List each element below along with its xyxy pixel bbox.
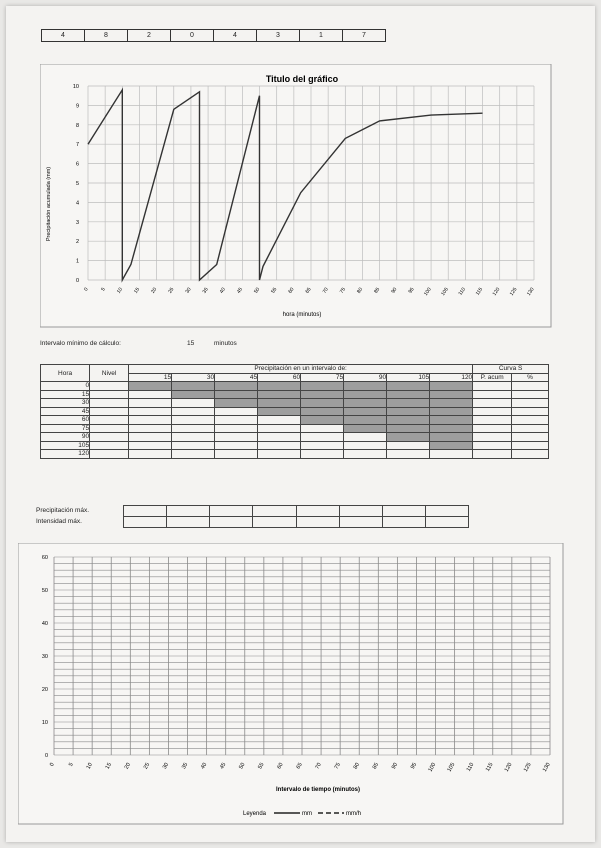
hora-cell: 0 [41, 382, 90, 391]
maxima-cell [425, 517, 468, 528]
interval-cell [129, 433, 172, 442]
interval-cell [258, 450, 301, 459]
header-interval: 105 [387, 373, 430, 382]
interval-cell [172, 424, 215, 433]
chart2-x-tick: 0 [49, 762, 56, 768]
nivel-cell [90, 441, 129, 450]
interval-cell [129, 441, 172, 450]
hora-cell: 15 [41, 390, 90, 399]
header-p-acum: P. acum [473, 373, 512, 382]
interval-cell [215, 416, 258, 425]
interval-cell [258, 416, 301, 425]
precipitation-table [40, 364, 549, 459]
chart2-x-tick: 130 [541, 762, 552, 773]
chart2-x-tick: 50 [238, 762, 247, 771]
header-interval: 90 [344, 373, 387, 382]
interval-cell [172, 433, 215, 442]
hora-cell: 105 [41, 441, 90, 450]
header-nivel: Nivel [90, 365, 129, 382]
shaded-cell [301, 390, 344, 399]
shaded-cell [129, 382, 172, 391]
maxima-cell [253, 506, 296, 517]
maxima-cell [296, 506, 339, 517]
chart2-y-tick: 20 [41, 687, 48, 693]
worksheet-page [6, 6, 595, 842]
top-box: 8 [84, 29, 128, 42]
max-precipitation-label: Precipitación máx. [36, 507, 90, 514]
chart2-x-tick: 90 [390, 762, 400, 771]
table-row [41, 407, 549, 416]
maxima-cell [167, 506, 210, 517]
interval-unit: minutos [214, 340, 237, 347]
interval-cell [344, 450, 387, 459]
table-row [41, 441, 549, 450]
header-hora: Hora [41, 365, 90, 382]
shaded-cell [344, 390, 387, 399]
nivel-cell [90, 424, 129, 433]
table-row [41, 450, 549, 459]
p-acum-cell [473, 424, 512, 433]
chart2-x-tick: 20 [123, 762, 133, 771]
chart2-x-tick: 105 [446, 762, 457, 773]
chart2-x-tick: 45 [219, 762, 228, 771]
chart1-x-tick: 55 [270, 286, 279, 295]
chart2-x-tick: 125 [522, 762, 533, 773]
shaded-cell [387, 416, 430, 425]
header-interval: 120 [430, 373, 473, 382]
chart1-y-tick: 9 [75, 103, 79, 110]
chart1-x-tick: 105 [440, 286, 450, 297]
chart2-x-tick: 75 [333, 762, 342, 771]
nivel-cell [90, 416, 129, 425]
shaded-cell [344, 424, 387, 433]
nivel-cell [90, 433, 129, 442]
chart1-y-tick: 6 [75, 161, 79, 168]
p-acum-cell [473, 433, 512, 442]
chart2-x-tick: 35 [181, 762, 190, 771]
legend-mmh-label: mm/h [346, 811, 361, 817]
shaded-cell [344, 407, 387, 416]
shaded-cell [344, 416, 387, 425]
chart1-x-tick: 40 [218, 286, 227, 295]
shaded-cell [258, 390, 301, 399]
shaded-cell [387, 399, 430, 408]
chart1-frame [40, 64, 551, 327]
header-percent: % [512, 373, 549, 382]
chart1-x-tick: 95 [407, 286, 416, 295]
shaded-cell [387, 382, 430, 391]
percent-cell [512, 382, 549, 391]
shaded-cell [215, 382, 258, 391]
interval-cell [215, 433, 258, 442]
chart2-x-tick: 55 [257, 762, 266, 771]
nivel-cell [90, 382, 129, 391]
chart1-x-tick: 85 [373, 286, 382, 295]
interval-cell [129, 399, 172, 408]
maxima-cell [339, 517, 382, 528]
shaded-cell [387, 390, 430, 399]
top-box: 7 [342, 29, 386, 42]
interval-cell [215, 450, 258, 459]
p-acum-cell [473, 407, 512, 416]
shaded-cell [430, 407, 473, 416]
chart1-y-tick: 2 [75, 239, 79, 246]
top-box: 0 [170, 29, 214, 42]
chart2-x-tick: 115 [484, 762, 495, 773]
p-acum-cell [473, 399, 512, 408]
shaded-cell [430, 433, 473, 442]
accumulated-precipitation-chart [40, 64, 552, 328]
shaded-cell [387, 424, 430, 433]
hora-cell: 90 [41, 433, 90, 442]
shaded-cell [172, 382, 215, 391]
interval-cell [258, 424, 301, 433]
chart1-x-tick: 15 [132, 286, 142, 295]
interval-cell [387, 450, 430, 459]
shaded-cell [387, 433, 430, 442]
percent-cell [512, 390, 549, 399]
interval-cell [215, 407, 258, 416]
percent-cell [512, 441, 549, 450]
shaded-cell [430, 441, 473, 450]
chart1-x-tick: 60 [287, 286, 296, 295]
header-interval: 15 [129, 373, 172, 382]
chart1-x-tick: 75 [338, 286, 347, 295]
percent-cell [512, 407, 549, 416]
chart2-x-tick: 60 [276, 762, 285, 771]
hora-cell: 60 [41, 416, 90, 425]
chart1-y-tick: 4 [75, 200, 79, 207]
chart1-x-tick: 25 [167, 286, 176, 295]
shaded-cell [430, 424, 473, 433]
table-row [41, 399, 549, 408]
table-row [41, 424, 549, 433]
table-row [41, 390, 549, 399]
shaded-cell [301, 407, 344, 416]
top-box: 1 [299, 29, 343, 42]
maxima-table [123, 505, 469, 528]
shaded-cell [430, 382, 473, 391]
chart1-x-tick: 30 [184, 286, 193, 295]
chart1-y-tick: 0 [75, 278, 79, 284]
nivel-cell [90, 407, 129, 416]
table-header-row [41, 365, 549, 374]
top-box: 3 [256, 29, 300, 42]
chart2-x-tick: 70 [314, 762, 323, 771]
interval-value: 15 [187, 340, 195, 347]
maxima-cell [167, 517, 210, 528]
maxima-row [124, 517, 469, 528]
interval-cell [258, 441, 301, 450]
p-acum-cell [473, 441, 512, 450]
top-box: 2 [127, 29, 171, 42]
chart1-y-tick: 10 [72, 84, 79, 90]
interval-cell [172, 399, 215, 408]
shaded-cell [258, 382, 301, 391]
chart2-x-tick: 100 [427, 762, 438, 773]
interval-cell [129, 424, 172, 433]
chart2-x-tick: 30 [161, 762, 171, 771]
chart1-x-tick: 35 [201, 286, 210, 295]
interval-cell [129, 407, 172, 416]
maxima-cell [296, 517, 339, 528]
chart2-x-tick: 5 [68, 762, 75, 768]
chart2-y-tick: 50 [41, 588, 48, 594]
chart1-x-tick: 120 [491, 286, 502, 297]
percent-cell [512, 399, 549, 408]
maxima-cell [210, 517, 253, 528]
header-interval: 60 [258, 373, 301, 382]
chart1-x-tick: 90 [390, 286, 399, 295]
table-row [41, 433, 549, 442]
chart2-x-tick: 85 [371, 762, 381, 771]
shaded-cell [172, 390, 215, 399]
table-row [41, 382, 549, 391]
interval-cell [258, 433, 301, 442]
maxima-cell [425, 506, 468, 517]
shaded-cell [344, 399, 387, 408]
legend-title: Leyenda [243, 811, 267, 817]
chart1-x-tick: 70 [321, 286, 330, 295]
chart2-y-tick: 10 [41, 720, 48, 726]
hora-cell: 45 [41, 407, 90, 416]
chart1-x-tick: 125 [508, 286, 519, 297]
percent-cell [512, 424, 549, 433]
chart2-x-tick: 110 [465, 762, 476, 773]
maxima-row [124, 506, 469, 517]
interval-cell [172, 450, 215, 459]
maxima-cell [339, 506, 382, 517]
shaded-cell [387, 407, 430, 416]
chart2-y-tick: 0 [44, 753, 48, 759]
header-interval: 30 [172, 373, 215, 382]
chart1-x-tick: 100 [423, 286, 433, 297]
maxima-cell [382, 517, 425, 528]
nivel-cell [90, 450, 129, 459]
interval-cell [387, 441, 430, 450]
chart1-y-tick: 7 [75, 142, 79, 149]
hora-cell: 120 [41, 450, 90, 459]
chart2-x-tick: 80 [352, 762, 361, 771]
interval-cell [344, 433, 387, 442]
interval-cell [172, 416, 215, 425]
header-interval: 75 [301, 373, 344, 382]
top-number-boxes [42, 29, 386, 42]
interval-cell [129, 416, 172, 425]
chart1-x-tick: 10 [115, 286, 124, 295]
interval-cell [215, 424, 258, 433]
interval-cell [172, 441, 215, 450]
chart1-x-tick: 50 [253, 286, 262, 295]
shaded-cell [301, 416, 344, 425]
interval-cell [129, 390, 172, 399]
shaded-cell [258, 407, 301, 416]
percent-cell [512, 433, 549, 442]
chart2-x-tick: 65 [295, 762, 304, 771]
chart1-title: Titulo del gráfico [265, 74, 339, 84]
chart2-x-tick: 15 [104, 762, 113, 771]
chart1-x-tick: 20 [150, 286, 159, 295]
shaded-cell [301, 382, 344, 391]
maxima-cell [124, 517, 167, 528]
table-row [41, 416, 549, 425]
percent-cell [512, 450, 549, 459]
chart1-y-tick: 3 [75, 219, 79, 226]
interval-cell [301, 433, 344, 442]
maxima-cell [253, 517, 296, 528]
shaded-cell [430, 399, 473, 408]
chart1-x-tick: 110 [457, 286, 468, 297]
p-acum-cell [473, 416, 512, 425]
chart1-y-axis-label: Precipitación acumulada (mm) [46, 166, 52, 242]
interval-label: Intervalo mínimo de cálculo: [40, 340, 121, 347]
chart2-x-tick: 10 [85, 762, 94, 771]
p-acum-cell [473, 390, 512, 399]
p-acum-cell [473, 450, 512, 459]
chart1-x-tick: 45 [235, 286, 245, 295]
top-box: 4 [213, 29, 257, 42]
hora-cell: 75 [41, 424, 90, 433]
legend-mm-label: mm [302, 811, 312, 817]
chart1-x-tick: 115 [474, 286, 485, 297]
shaded-cell [344, 382, 387, 391]
header-interval: 45 [215, 373, 258, 382]
max-intensity-label: Intensidad máx. [36, 518, 82, 525]
interval-cell [215, 441, 258, 450]
maxima-cell [124, 506, 167, 517]
chart1-x-axis-label: hora (minutos) [282, 312, 322, 318]
nivel-cell [90, 390, 129, 399]
header-curva-s: Curva S [473, 365, 549, 374]
p-acum-cell [473, 382, 512, 391]
chart1-y-tick: 8 [75, 122, 79, 129]
chart2-x-tick: 25 [142, 762, 152, 771]
chart1-x-tick: 65 [304, 286, 313, 295]
chart1-y-tick: 5 [75, 181, 79, 187]
chart2-y-tick: 60 [41, 555, 48, 561]
shaded-cell [430, 390, 473, 399]
chart2-x-tick: 95 [409, 762, 419, 771]
hora-cell: 30 [41, 399, 90, 408]
interval-cell [301, 450, 344, 459]
interval-cell [301, 424, 344, 433]
chart1-x-tick: 0 [83, 286, 90, 293]
chart2-x-axis-label: Intervalo de tiempo (minutos) [275, 787, 361, 793]
shaded-cell [215, 399, 258, 408]
chart2-y-tick: 40 [41, 621, 48, 627]
interval-cell [172, 407, 215, 416]
chart1-x-tick: 5 [100, 286, 107, 293]
chart1-y-tick: 1 [75, 258, 79, 265]
chart2-y-tick: 30 [41, 654, 48, 660]
shaded-cell [301, 399, 344, 408]
intensity-chart [18, 543, 564, 825]
chart2-frame [18, 543, 563, 824]
maxima-cell [210, 506, 253, 517]
shaded-cell [430, 416, 473, 425]
chart2-x-tick: 120 [503, 762, 514, 773]
nivel-cell [90, 399, 129, 408]
header-precip-interval: Precipitación en un intervalo de: [129, 365, 473, 374]
interval-cell [430, 450, 473, 459]
chart1-x-tick: 80 [355, 286, 365, 295]
percent-cell [512, 416, 549, 425]
top-box: 4 [41, 29, 85, 42]
interval-cell [344, 441, 387, 450]
interval-cell [301, 441, 344, 450]
chart2-x-tick: 40 [200, 762, 209, 771]
interval-cell [129, 450, 172, 459]
maxima-cell [382, 506, 425, 517]
shaded-cell [215, 390, 258, 399]
chart1-x-tick: 130 [525, 286, 536, 297]
shaded-cell [258, 399, 301, 408]
